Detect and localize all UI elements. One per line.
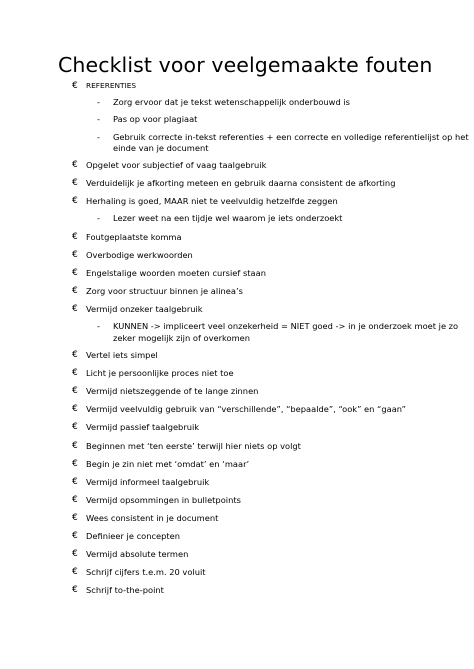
euro-bullet-icon: € <box>72 350 78 360</box>
euro-bullet-icon: € <box>72 531 78 541</box>
euro-bullet-icon: € <box>72 585 78 595</box>
sub-list-item-text: Pas op voor plagiaat <box>113 114 198 124</box>
list-item-text: REFERENTIES <box>86 81 137 90</box>
euro-bullet-icon: € <box>72 495 78 505</box>
euro-bullet-icon: € <box>72 404 78 414</box>
list-item-text: Schrijf cijfers t.e.m. 20 voluit <box>86 567 206 577</box>
euro-bullet-icon: € <box>72 304 78 314</box>
euro-bullet-icon: € <box>72 178 78 188</box>
list-item-text: Beginnen met ‘ten eerste’ terwijl hier niets op volgt <box>86 441 301 451</box>
list-item-text: Opgelet voor subjectief of vaag taalgebruik <box>86 160 267 170</box>
euro-bullet-icon: € <box>72 513 78 523</box>
page-title: Checklist voor veelgemaakte fouten <box>58 53 433 77</box>
list-item-text: Vertel iets simpel <box>86 350 158 360</box>
sub-list-item-text: KUNNEN -> impliceert veel onzekerheid = NIET goed -> in je onderzoek moet je zo <box>113 321 459 331</box>
list-item-text: Vermijd nietszeggende of te lange zinnen <box>86 386 259 396</box>
euro-bullet-icon: € <box>72 81 78 91</box>
euro-bullet-icon: € <box>72 196 78 206</box>
euro-bullet-icon: € <box>72 160 78 170</box>
list-item-text: Vermijd opsommingen in bulletpoints <box>86 495 241 505</box>
dash-bullet-icon: - <box>97 321 100 331</box>
euro-bullet-icon: € <box>72 549 78 559</box>
euro-bullet-icon: € <box>72 368 78 378</box>
list-item-text: Vermijd absolute termen <box>86 549 189 559</box>
euro-bullet-icon: € <box>72 232 78 242</box>
list-item-text: Overbodige werkwoorden <box>86 250 193 260</box>
list-item-text: Foutgeplaatste komma <box>86 232 182 242</box>
euro-bullet-icon: € <box>72 386 78 396</box>
euro-bullet-icon: € <box>72 441 78 451</box>
list-item-text: Herhaling is goed, MAAR niet te veelvuldig hetzelfde zeggen <box>86 196 338 206</box>
list-item-text: Vermijd veelvuldig gebruik van “verschillende”, “bepaalde”, “ook” en “gaan” <box>86 404 406 414</box>
dash-bullet-icon: - <box>97 213 100 223</box>
list-item-text: Definieer je concepten <box>86 531 181 541</box>
list-item-text: Licht je persoonlijke proces niet toe <box>86 368 234 378</box>
list-item-text: Verduidelijk je afkorting meteen en gebruik daarna consistent de afkorting <box>86 178 396 188</box>
list-item-text: Zorg voor structuur binnen je alinea’s <box>86 286 243 296</box>
euro-bullet-icon: € <box>72 268 78 278</box>
sub-list-item-text: Lezer weet na een tijdje wel waarom je iets onderzoekt <box>113 213 343 223</box>
dash-bullet-icon: - <box>97 114 100 124</box>
sub-list-item-text-continued: einde van je document <box>113 143 209 153</box>
list-item-text: Vermijd informeel taalgebruik <box>86 477 210 487</box>
euro-bullet-icon: € <box>72 477 78 487</box>
sub-list-item-text-continued: zeker mogelijk zijn of overkomen <box>113 333 251 343</box>
list-item-text: Schrijf to-the-point <box>86 585 164 595</box>
euro-bullet-icon: € <box>72 422 78 432</box>
list-item-text: Vermijd passief taalgebruik <box>86 422 200 432</box>
list-item-text: Begin je zin niet met ‘omdat’ en ‘maar’ <box>86 459 250 469</box>
list-item-text: Wees consistent in je document <box>86 513 219 523</box>
sub-list-item-text: Gebruik correcte in-tekst referenties + een correcte en volledige referentielijst op het <box>113 132 469 142</box>
euro-bullet-icon: € <box>72 459 78 469</box>
dash-bullet-icon: - <box>97 97 100 107</box>
euro-bullet-icon: € <box>72 250 78 260</box>
sub-list-item-text: Zorg ervoor dat je tekst wetenschappelijk onderbouwd is <box>113 97 350 107</box>
list-item-text: Vermijd onzeker taalgebruik <box>86 304 203 314</box>
euro-bullet-icon: € <box>72 567 78 577</box>
list-item-text: Engelstalige woorden moeten cursief staan <box>86 268 266 278</box>
dash-bullet-icon: - <box>97 132 100 142</box>
euro-bullet-icon: € <box>72 286 78 296</box>
